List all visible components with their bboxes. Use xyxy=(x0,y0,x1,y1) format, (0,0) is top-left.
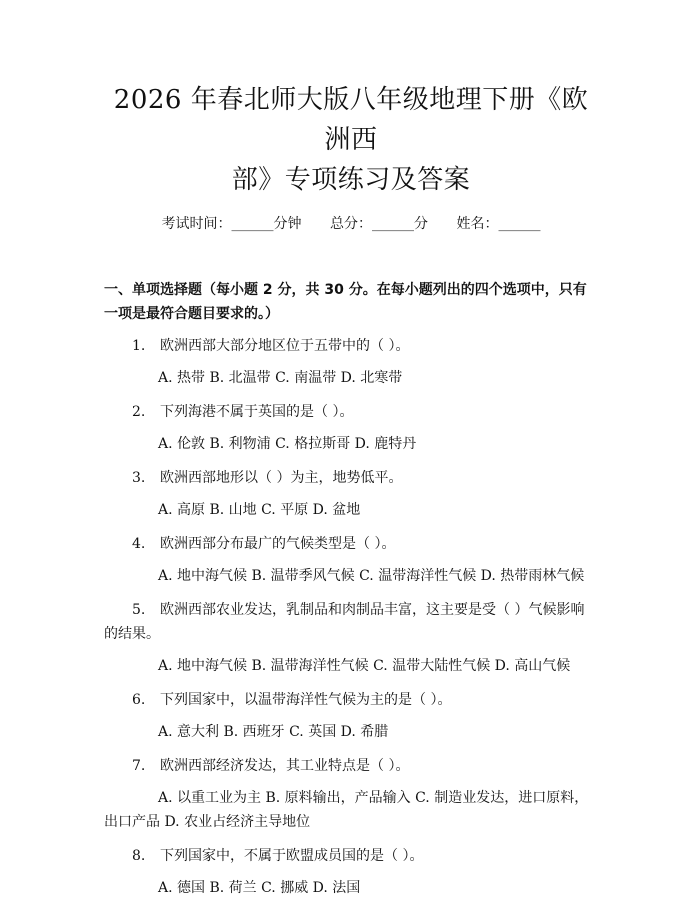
question-options: A. 德国 B. 荷兰 C. 挪威 D. 法国 xyxy=(158,880,361,896)
question-text: 下列海港不属于英国的是（ ）。 xyxy=(160,404,354,420)
question-text: 欧洲西部地形以（ ）为主，地势低平。 xyxy=(160,470,403,486)
question-options: A. 意大利 B. 西班牙 C. 英国 D. 希腊 xyxy=(158,724,389,740)
question-options: A. 地中海气候 B. 温带季风气候 C. 温带海洋性气候 D. 热带雨林气候 xyxy=(158,568,585,584)
question-options: A. 地中海气候 B. 温带海洋性气候 C. 温带大陆性气候 D. 高山气候 xyxy=(158,658,571,674)
question-number: 2. xyxy=(132,404,146,420)
student-name: 姓名：______ xyxy=(456,216,541,232)
question-number: 6. xyxy=(132,692,146,708)
question-text: 下列国家中，以温带海洋性气候为主的是（ ）。 xyxy=(160,692,452,708)
question-options: A. 高原 B. 山地 C. 平原 D. 盆地 xyxy=(158,502,361,518)
question-stem xyxy=(104,688,598,712)
section-heading: 一、单项选择题（每小题 2 分，共 30 分。在每小题列出的四个选项中，只有一项是最符合题目要求的。） xyxy=(104,282,587,322)
title-line-2: 部》专项练习及答案 xyxy=(231,165,471,195)
question-text: 欧洲西部农业发达，乳制品和肉制品丰富，这主要是受（ ）气候影响的结果。 xyxy=(104,602,585,642)
question-number: 3. xyxy=(132,470,146,486)
question-stem xyxy=(104,334,598,358)
title-line-1: 2026 年春北师大版八年级地理下册《欧洲西 xyxy=(113,85,589,155)
question-number: 1. xyxy=(132,338,146,354)
document-title xyxy=(104,0,598,200)
question-options: A. 以重工业为主 B. 原料输出，产品输入 C. 制造业发达，进口原料，出口产品 D. 农业占经济主导地位 xyxy=(104,790,589,830)
question-stem xyxy=(104,532,598,556)
question-text: 欧洲西部大部分地区位于五带中的（ ）。 xyxy=(160,338,410,354)
question-stem xyxy=(104,754,598,778)
question-stem xyxy=(104,400,598,424)
question-list xyxy=(104,334,598,902)
question-text: 下列国家中，不属于欧盟成员国的是（ ）。 xyxy=(160,848,424,864)
question-number: 4. xyxy=(132,536,146,552)
question-options: A. 热带 B. 北温带 C. 南温带 D. 北寒带 xyxy=(158,370,403,386)
question-text: 欧洲西部经济发达，其工业特点是（ ）。 xyxy=(160,758,410,774)
exam-info xyxy=(104,214,598,234)
question-text: 欧洲西部分布最广的气候类型是（ ）。 xyxy=(160,536,396,552)
question-number: 8. xyxy=(132,848,146,864)
question-number: 7. xyxy=(132,758,146,774)
question-stem xyxy=(104,598,598,646)
total-score: 总分：______分 xyxy=(330,216,428,232)
question-stem xyxy=(104,466,598,490)
question-stem xyxy=(104,844,598,868)
question-number: 5. xyxy=(132,602,146,618)
exam-time: 考试时间：______分钟 xyxy=(161,216,302,232)
question-options: A. 伦敦 B. 利物浦 C. 格拉斯哥 D. 鹿特丹 xyxy=(158,436,417,452)
